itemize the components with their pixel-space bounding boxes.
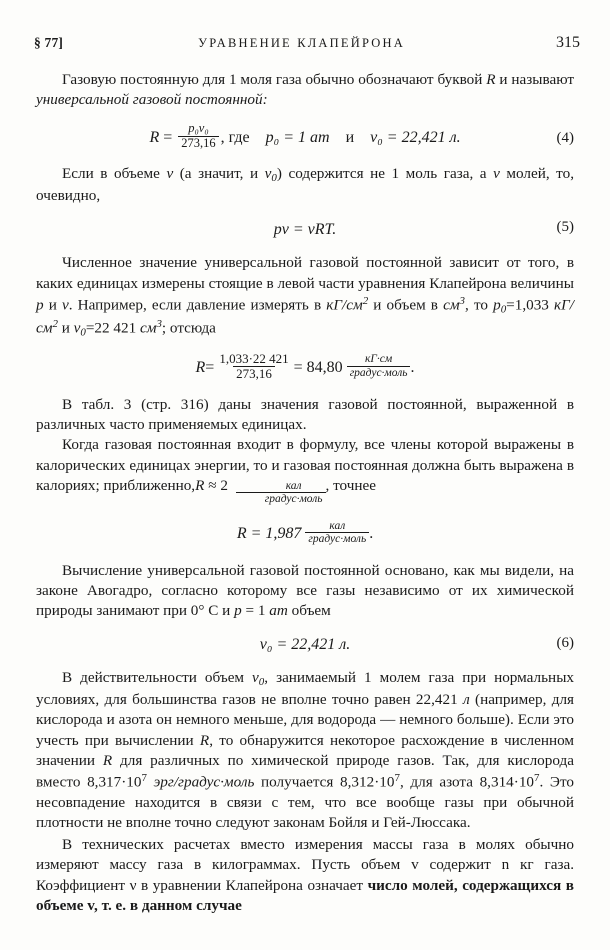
text-run: объем [287, 601, 331, 619]
unit-liter: л [463, 691, 470, 709]
unit-cm: см [443, 296, 460, 314]
exponent: 7 [394, 771, 400, 784]
text-run: Газовую постоянную для 1 моля газа обычно обозначают буквой [62, 71, 487, 88]
fraction-numerator: p₀v₀ [188, 121, 209, 136]
symbol-p0-sub: 0 [500, 303, 507, 316]
paragraph-8 [36, 835, 574, 916]
symbol-p: p [36, 296, 44, 314]
running-title: УРАВНЕНИЕ КЛАПЕЙРОНА [198, 36, 405, 50]
formula-p0: p₀ = 1 ат [265, 128, 330, 146]
fraction [216, 352, 291, 381]
text-run: и объем в [368, 296, 444, 314]
text-run: Когда газовая постоянная входит в формулу, все члены которой выражены в калорических единицах энергии, то и газовая постоянная должна быть выражена в калориях; приближенно, [36, 436, 574, 494]
symbol-v0: v [73, 319, 81, 337]
text-run: (например, для кислорода и азота он немного меньше, для водорода — немного больше). Если это учесть при вычислении [36, 691, 575, 749]
text-run: , то обнаружится некоторое расхождение в численном значении [36, 731, 575, 769]
text-run: получается 8,312·10 [254, 773, 395, 791]
symbol-R: R [195, 476, 205, 494]
formula-period: . [369, 525, 374, 543]
unit-exponent: 3 [156, 317, 162, 330]
text-run: В технических расчетах вместо измерения массы газа в молях обычно измеряют массу газа в килограммах. Пусть объем v содержит n кг газа. Коэффициент ν в уравнении Клапейрона означает [36, 836, 574, 894]
text-run: (а значит, и [173, 165, 265, 183]
text-run: . Это несовпадение находится в связи с тем, что все вообще газы при обычной плотности не вполне точно следуют законам Бойля и Гей-Люссака. [36, 773, 574, 831]
text-run [147, 773, 154, 790]
symbol-v: v [166, 165, 174, 183]
text-run: ≈ 2 [204, 476, 232, 494]
paragraph-1 [36, 70, 574, 110]
exponent: 7 [141, 771, 147, 784]
unit-numerator: кал [329, 519, 346, 532]
unit-kgcm: кГ/см [326, 296, 363, 314]
exponent: 7 [534, 771, 540, 784]
section-marker: § 77] [34, 35, 64, 50]
formula-6-expression: v₀ = 22,421 л. [259, 636, 351, 654]
text-run: для различных по химической природе газов. Так, для кислорода вместо 8,317·10 [36, 751, 574, 791]
unit-fraction [305, 520, 369, 547]
text-run: и [43, 296, 62, 314]
text-run: , точнее [325, 476, 376, 494]
unit-at: ат [269, 601, 288, 619]
unit-denominator: градус·моль [236, 492, 326, 506]
formula-R-kgcm-expression: R = $\frac{1,033\cdot 22 421}{273,16}$ = 84,80 $\frac{кГ\cdot см}{\text{градус·моль}}$ . [195, 351, 415, 381]
page-body [36, 70, 574, 916]
text-run: = 1 [241, 601, 270, 619]
text-run: и [57, 319, 74, 337]
paragraph-7 [36, 668, 574, 833]
formula-4 [36, 123, 574, 151]
symbol-v0: v [264, 165, 272, 183]
text-run: , занимаемый 1 молем газа при нормальных условиях, для большинства газов не вполне точно равен 22,421 [36, 669, 574, 709]
fraction-numerator: 1,033·22 421 [219, 351, 289, 366]
text-run: ) содержится не 1 моль газа, а [276, 165, 494, 183]
formula-period: . [410, 358, 415, 376]
unit-fraction-cal [236, 480, 326, 507]
unit-numerator: кГ·см [364, 353, 393, 366]
formula-lhs: R = 1,987 [236, 525, 302, 543]
symbol-v: v [61, 296, 69, 314]
formula-conj: и [345, 128, 355, 146]
symbol-v0-sub: 0 [271, 172, 277, 185]
fraction-denominator: 273,16 [233, 366, 275, 381]
paragraph-5 [36, 435, 574, 507]
unit-kgcm: кГ/см [36, 296, 574, 337]
equation-number-6: (6) [556, 634, 574, 651]
text-run: Если в объеме [62, 165, 167, 183]
symbol-p: p [234, 601, 242, 619]
unit-cm: см [140, 319, 157, 337]
unit-denominator: градус·моль [347, 366, 411, 380]
text-run: Численное значение универсальной газовой постоянной зависит от того, в каких единицах измерены стоящие в левой части уравнения Клапейрона величины [36, 254, 574, 292]
text-bold: число молей, содержащихся в объеме v, т. е. в данном случае [36, 876, 574, 914]
paragraph-2 [36, 164, 574, 206]
formula-R-cal-expression [237, 521, 373, 548]
text-run: , для азота 8,314·10 [399, 773, 535, 791]
unit-denominator: градус·моль [305, 532, 369, 546]
formula-text: , где [220, 128, 250, 146]
text-run: Вычисление универсальной газовой постоянной основано, как мы видели, на законе Авогадро, согласно которому все газы независимо от их химической природы занимают при 0° С и [36, 561, 574, 619]
symbol-R: R [486, 71, 496, 88]
symbol-v0: v [252, 669, 259, 687]
formula-R-cal [36, 521, 574, 548]
fraction-denominator: 273,16 [178, 136, 218, 151]
paragraph-4: В табл. 3 (стр. 316) даны значения газовой постоянной, выраженной в различных часто применяемых единицах. [36, 395, 574, 434]
unit-erg: эрг/градус·моль [153, 773, 255, 791]
page-number: 315 [556, 34, 580, 51]
text-italic: универсальной газовой постоянной: [36, 91, 268, 109]
fraction [178, 122, 218, 150]
text-run: . Например, если давление измерять в [68, 296, 327, 314]
formula-5 [36, 219, 574, 240]
symbol-R: R [102, 751, 113, 769]
unit-fraction [347, 353, 411, 380]
text-run: ; отсюда [161, 319, 216, 337]
unit-exponent: 3 [459, 294, 466, 307]
text-run: =1,033 [506, 296, 555, 314]
symbol-p0: p [493, 296, 501, 314]
text-run: и называют [495, 71, 574, 88]
text-run: молей, то, очевидно, [36, 165, 574, 204]
text-run: В действительности объем [62, 669, 253, 687]
formula-4-expression: R = $\frac{\text{p₀v₀}}{273,16}$ , где p₀ = 1 ат и v₀ = 22,421 л. [149, 121, 461, 150]
formula-v0: v₀ = 22,421 л. [370, 128, 461, 146]
text-run: =22 421 [85, 319, 140, 337]
unit-exponent: 2 [362, 294, 369, 307]
formula-R-kgcm [36, 353, 574, 382]
unit-numerator: кал [285, 479, 302, 492]
paragraph-6 [36, 561, 574, 622]
unit-exponent: 2 [52, 317, 58, 330]
formula-value: = 84,80 [293, 358, 343, 376]
paragraph-3 [36, 253, 574, 340]
equation-number-5: (5) [556, 219, 574, 236]
symbol-v0-sub: 0 [80, 326, 86, 339]
symbol-v0-sub: 0 [258, 676, 265, 689]
page-header [34, 34, 580, 52]
formula-6 [36, 634, 574, 655]
formula-5-expression: pv = νRT. [273, 221, 337, 239]
equation-number-4: (4) [556, 130, 574, 147]
symbol-nu: ν [493, 165, 500, 183]
symbol-R: R [199, 731, 210, 749]
text-run: , то [465, 296, 494, 314]
